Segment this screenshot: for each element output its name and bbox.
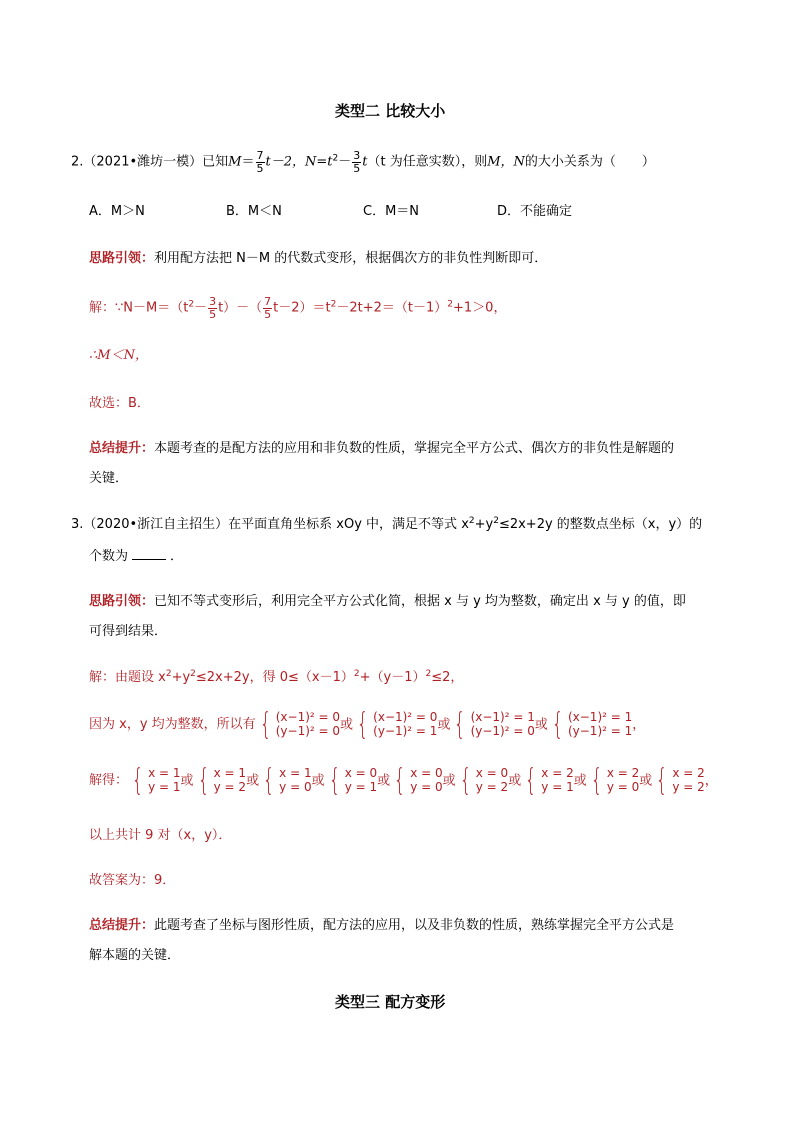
brace-icon: { xyxy=(393,763,406,798)
equation-system xyxy=(128,763,181,798)
equation-system xyxy=(587,763,640,798)
brace-icon: { xyxy=(131,763,144,798)
system-equation: x = 1 xyxy=(279,766,312,781)
equals-sign: ＝ xyxy=(241,154,255,170)
stem-text: N=t xyxy=(305,154,333,170)
summary-text: 本题考查的是配方法的应用和非负数的性质，掌握完全平方公式、偶次方的非负性是解题的 xyxy=(154,441,675,456)
stem-text: （t 为任意实数），则 xyxy=(367,154,488,170)
system-equation: y = 2 xyxy=(475,780,509,794)
solution-line-2 xyxy=(89,707,646,742)
system-equation: x = 2 xyxy=(541,766,574,781)
system-rows xyxy=(568,711,632,739)
solution-text: +1＞0， xyxy=(453,300,507,316)
solution-text: 解：∵N－M＝（t xyxy=(89,300,189,316)
minus-sign: － xyxy=(194,300,208,316)
equation-system xyxy=(256,707,341,742)
question-number: 3. xyxy=(71,517,84,532)
section-title: 类型三 配方变形 xyxy=(335,993,446,1011)
numerator: 3 xyxy=(353,149,361,162)
exponent: 2 xyxy=(447,299,454,310)
system-equation: x = 2 xyxy=(672,766,705,781)
or-connector: 或 xyxy=(442,772,456,788)
hint-line-2: 可得到结果． xyxy=(89,624,168,639)
equation-system xyxy=(194,763,247,798)
system-rows xyxy=(345,767,377,795)
equation-system xyxy=(325,763,378,798)
stem-text: +y xyxy=(474,517,494,532)
stem-text: 的大小关系为（ ） xyxy=(524,154,655,170)
numerator: 7 xyxy=(256,149,264,162)
system-equation: (x−1)² = 0 xyxy=(275,710,341,725)
solution-text: 因为 x，y 均为整数，所以有 xyxy=(89,716,256,732)
brace-icon: { xyxy=(328,763,340,798)
minus-sign: － xyxy=(338,154,352,170)
brace-icon: { xyxy=(590,763,603,798)
system-equation: y = 1 xyxy=(541,780,574,794)
solution-text: ≤2x+2y，得 0≤（x－1） xyxy=(195,670,354,685)
brace-icon: { xyxy=(262,763,275,798)
brace-icon: { xyxy=(459,763,471,798)
option-b: B．M＜N xyxy=(226,204,282,219)
system-equation: x = 0 xyxy=(344,766,378,781)
system-equation: (y−1)² = 1 xyxy=(567,724,633,738)
hint-text: 利用配方法把 N－M 的代数式变形，根据偶次方的非负性判断即可． xyxy=(154,251,548,266)
system-rows xyxy=(373,711,437,739)
brace-icon: { xyxy=(454,707,466,742)
solution-line-3 xyxy=(89,763,718,798)
equation-systems xyxy=(128,763,718,798)
or-connector: 或 xyxy=(377,772,391,788)
system-equation: y = 0 xyxy=(410,780,443,794)
summary-label: 总结提升： xyxy=(89,441,155,456)
solution-text: +（y－1） xyxy=(359,670,426,685)
or-connector: 或 xyxy=(573,772,587,788)
solution-text: ≤2， xyxy=(431,670,464,685)
or-connector: 或 xyxy=(639,772,653,788)
solution-text: 解得： xyxy=(89,772,129,788)
system-rows xyxy=(672,767,704,795)
fraction-7-5 xyxy=(256,150,265,174)
system-equation: y = 1 xyxy=(148,780,181,794)
punctuation: ， xyxy=(704,772,718,788)
system-equation: x = 1 xyxy=(148,766,181,781)
system-equation: x = 1 xyxy=(213,766,247,781)
brace-icon: { xyxy=(197,763,209,798)
system-rows xyxy=(148,767,180,795)
system-equation: y = 1 xyxy=(344,780,378,794)
system-equation: y = 2 xyxy=(672,780,705,794)
brace-icon: { xyxy=(356,707,369,742)
denominator: 5 xyxy=(256,161,264,175)
exponent: 2 xyxy=(330,299,337,310)
equation-system xyxy=(521,763,574,798)
hint-label: 思路引领： xyxy=(89,251,155,266)
conclusion: ∴M＜N， xyxy=(89,348,148,363)
stem-text: 在平面直角坐标系 xOy 中，满足不等式 x xyxy=(228,517,469,532)
brace-icon: { xyxy=(525,763,537,798)
option-c: C．M＝N xyxy=(363,204,420,219)
system-equation: x = 2 xyxy=(606,766,640,781)
fraction-3-5 xyxy=(352,150,361,174)
denominator: 5 xyxy=(353,161,361,175)
system-rows xyxy=(214,767,246,795)
equation-system xyxy=(450,707,535,742)
exponent: 2 xyxy=(493,516,499,526)
summary-line-1 xyxy=(89,918,674,934)
hint-label: 思路引领： xyxy=(89,594,155,609)
solution-line xyxy=(89,296,506,320)
or-connector: 或 xyxy=(437,716,451,732)
question-source: （2021•潍坊一模） xyxy=(83,154,203,170)
solution-text: t）－（ xyxy=(218,300,263,316)
numerator: 7 xyxy=(264,295,272,308)
stem-text: t－2， xyxy=(265,154,306,170)
solution-text: 解：由题设 x xyxy=(89,670,166,685)
exponent: 2 xyxy=(468,516,475,526)
brace-icon: { xyxy=(259,707,271,742)
system-equation: y = 0 xyxy=(606,780,640,794)
equation-system xyxy=(390,763,443,798)
option-a: A．M＞N xyxy=(89,204,145,219)
summary-line-2: 解本题的关键． xyxy=(89,948,181,963)
var-m: M xyxy=(228,154,242,170)
system-rows xyxy=(541,767,573,795)
solution-line-1 xyxy=(89,670,463,686)
equation-system xyxy=(353,707,438,742)
question-3-stem xyxy=(71,517,702,533)
equation-system xyxy=(548,707,633,742)
equation-system xyxy=(456,763,509,798)
stem-text: ≤2x+2y 的整数点坐标（x，y）的 xyxy=(498,517,703,532)
hint-text: 已知不等式变形后，利用完全平方公式化简，根据 x 与 y 均为整数，确定出 x 与 y 的值，即 xyxy=(154,594,686,609)
section-title: 类型二 比较大小 xyxy=(335,102,446,120)
system-equation: (y−1)² = 0 xyxy=(275,724,341,738)
summary-text: 此题考查了坐标与图形性质，配方法的应用，以及非负数的性质，熟练掌握完全平方公式是 xyxy=(154,918,675,933)
or-connector: 或 xyxy=(534,716,548,732)
solution-text: +y xyxy=(171,670,191,685)
count-line: 以上共计 9 对（x，y）． xyxy=(89,828,232,843)
stem-text: 个数为 xyxy=(89,549,129,564)
system-rows xyxy=(276,711,340,739)
system-rows xyxy=(279,767,311,795)
system-equation: (x−1)² = 1 xyxy=(470,710,535,725)
option-d: D．不能确定 xyxy=(497,204,573,219)
question-source: （2020•浙江自主招生） xyxy=(83,517,229,532)
brace-icon: { xyxy=(656,763,668,798)
answer: 故答案为：9． xyxy=(89,873,176,888)
or-connector: 或 xyxy=(180,772,194,788)
system-equation: (y−1)² = 1 xyxy=(373,724,438,738)
exponent: 2 xyxy=(353,669,360,679)
system-equation: (y−1)² = 0 xyxy=(470,724,535,738)
exponent: 2 xyxy=(425,669,432,679)
or-connector: 或 xyxy=(340,716,354,732)
system-rows xyxy=(410,767,442,795)
denominator: 5 xyxy=(264,307,272,321)
summary-line-2: 关键． xyxy=(89,471,129,486)
solution-text: t－2）＝t xyxy=(273,300,331,316)
exponent: 2 xyxy=(332,153,339,164)
question-number: 2. xyxy=(71,154,84,170)
system-equation: x = 0 xyxy=(410,766,443,781)
system-equation: (x−1)² = 1 xyxy=(567,710,633,725)
system-equation: (x−1)² = 0 xyxy=(373,710,438,725)
solution-text: －2t+2＝（t－1） xyxy=(336,300,448,316)
system-equation: y = 0 xyxy=(279,780,312,794)
hint-line xyxy=(89,251,547,267)
system-equation: x = 0 xyxy=(475,766,509,781)
or-connector: 或 xyxy=(508,772,522,788)
numerator: 3 xyxy=(209,295,217,308)
exponent: 2 xyxy=(190,669,196,679)
denominator: 5 xyxy=(209,307,217,321)
equation-system xyxy=(259,763,312,798)
system-rows xyxy=(471,711,535,739)
brace-icon: { xyxy=(551,707,564,742)
answer: 故选：B． xyxy=(89,396,150,411)
equation-system xyxy=(652,763,705,798)
question-2-stem xyxy=(71,150,655,174)
fraction-7-5 xyxy=(263,296,272,320)
equation-systems xyxy=(256,707,646,742)
exponent: 2 xyxy=(165,669,172,679)
stem-text: 已知 xyxy=(202,154,229,170)
punctuation: ， xyxy=(632,716,646,732)
hint-line-1 xyxy=(89,594,686,610)
var-mn: M，N xyxy=(487,154,525,170)
or-connector: 或 xyxy=(311,772,325,788)
answer-blank[interactable] xyxy=(132,547,166,560)
system-rows xyxy=(476,767,508,795)
summary-line-1 xyxy=(89,441,674,457)
system-rows xyxy=(607,767,639,795)
exponent: 2 xyxy=(188,299,195,310)
or-connector: 或 xyxy=(246,772,260,788)
question-3-stem-2: 个数为 ． xyxy=(89,549,184,564)
summary-label: 总结提升： xyxy=(89,918,155,933)
var-t: t xyxy=(362,154,368,170)
system-equation: y = 2 xyxy=(213,780,247,794)
fraction-3-5 xyxy=(208,296,217,320)
